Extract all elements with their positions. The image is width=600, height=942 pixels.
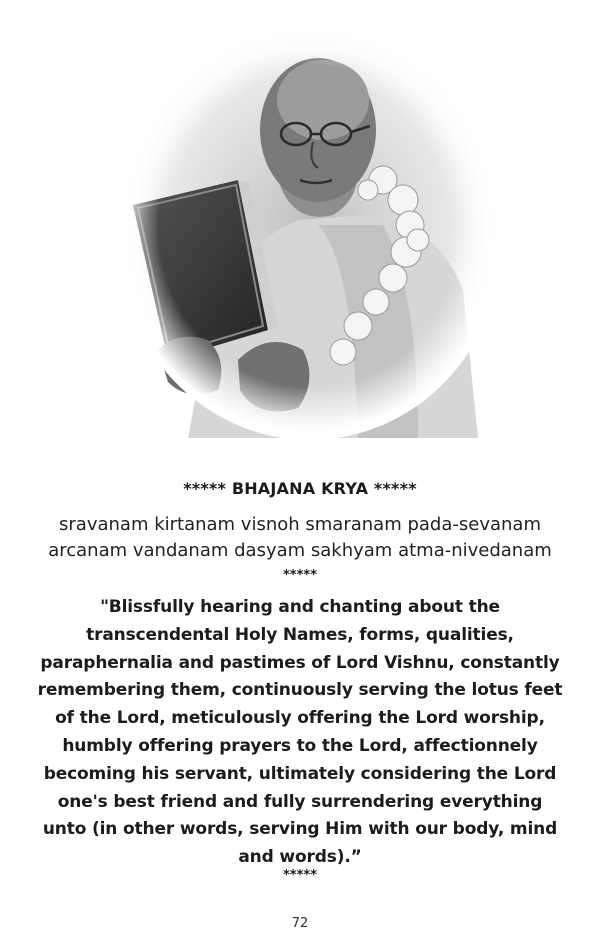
translation-line: "Blissfully hearing and chanting about the	[100, 597, 500, 617]
translation-line: unto (in other words, serving Him with our body, mind	[42, 819, 558, 840]
section-heading: ***** BHAJANA KRYA *****	[183, 479, 417, 498]
page-number: 72	[291, 916, 309, 931]
separator-bottom: *****	[283, 868, 317, 883]
translation-line: transcendental Holy Names, forms, qualities,	[86, 624, 514, 645]
portrait-photo-icon	[118, 30, 502, 438]
verse-line-2: arcanam vandanam dasyam sakhyam atma-nivedanam	[48, 540, 552, 561]
translation-paragraph	[30, 594, 570, 872]
translation-line: one's best friend and fully surrendering everything	[57, 791, 543, 812]
translation-line: of the Lord, meticulously offering the Lord worship,	[55, 708, 545, 729]
translation-line: humbly offering prayers to the Lord, affectionnely	[62, 735, 538, 756]
translation-line: remembering them, continuously serving the lotus feet	[37, 680, 563, 701]
translation-line: becoming his servant, ultimately considering the Lord	[43, 763, 557, 784]
verse-line-1: sravanam kirtanam visnoh smaranam pada-sevanam	[59, 514, 541, 535]
translation-line: and words).”	[238, 847, 362, 868]
portrait-photo	[118, 30, 502, 438]
translation-line: paraphernalia and pastimes of Lord Vishnu, constantly	[40, 652, 560, 673]
separator-top: *****	[283, 568, 317, 583]
